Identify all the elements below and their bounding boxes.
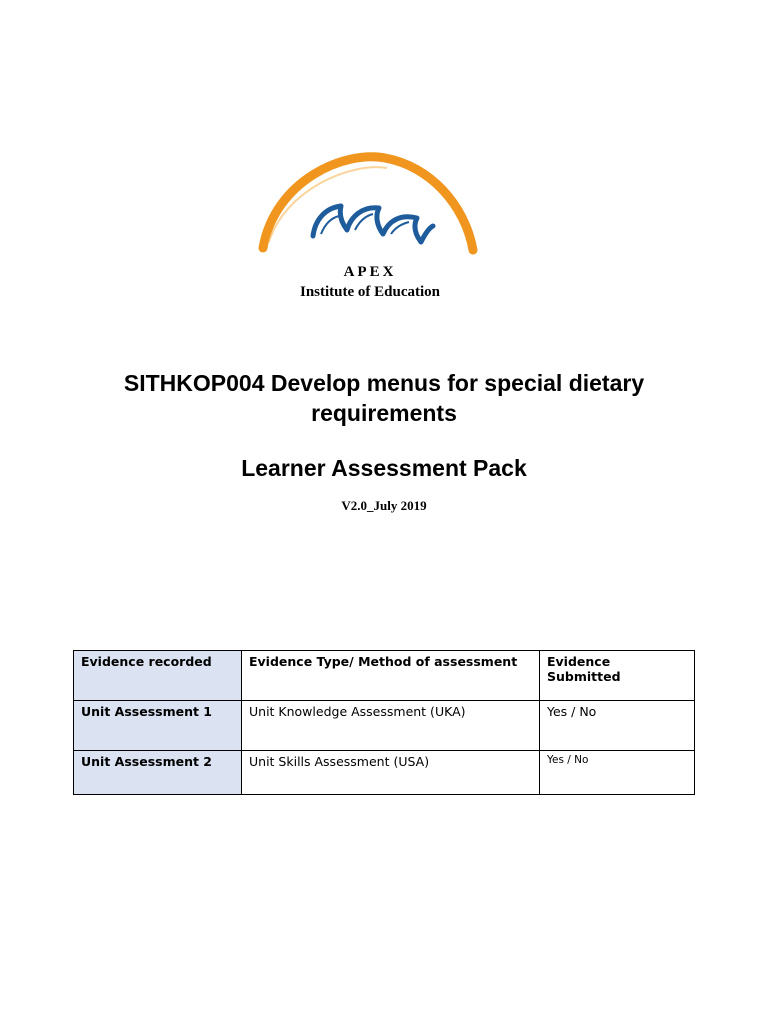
table-row xyxy=(74,751,695,795)
table-cell: Yes / No xyxy=(540,751,695,795)
table-header-row xyxy=(74,651,695,701)
table-header-cell: Evidence recorded xyxy=(74,651,242,701)
logo-name: APEX xyxy=(343,264,397,280)
table-header-cell: Evidence Type/ Method of assessment xyxy=(242,651,540,701)
table-header-cell: Evidence Submitted xyxy=(540,651,695,701)
document-version: V2.0_July 2019 xyxy=(341,498,427,513)
table-row xyxy=(74,701,695,751)
table-cell: Unit Assessment 2 xyxy=(74,751,242,795)
table-cell: Yes / No xyxy=(540,701,695,751)
logo-subtitle: Institute of Education xyxy=(299,284,441,300)
evidence-table xyxy=(73,650,695,795)
opera-house-arc-logo-icon xyxy=(255,150,485,260)
apex-logo xyxy=(255,150,485,310)
document-subtitle: Learner Assessment Pack xyxy=(241,455,527,481)
table-cell: Unit Knowledge Assessment (UKA) xyxy=(242,701,540,751)
document-title: SITHKOP004 Develop menus for special dietary requirements xyxy=(123,370,645,426)
table-cell: Unit Skills Assessment (USA) xyxy=(242,751,540,795)
table-cell: Unit Assessment 1 xyxy=(74,701,242,751)
